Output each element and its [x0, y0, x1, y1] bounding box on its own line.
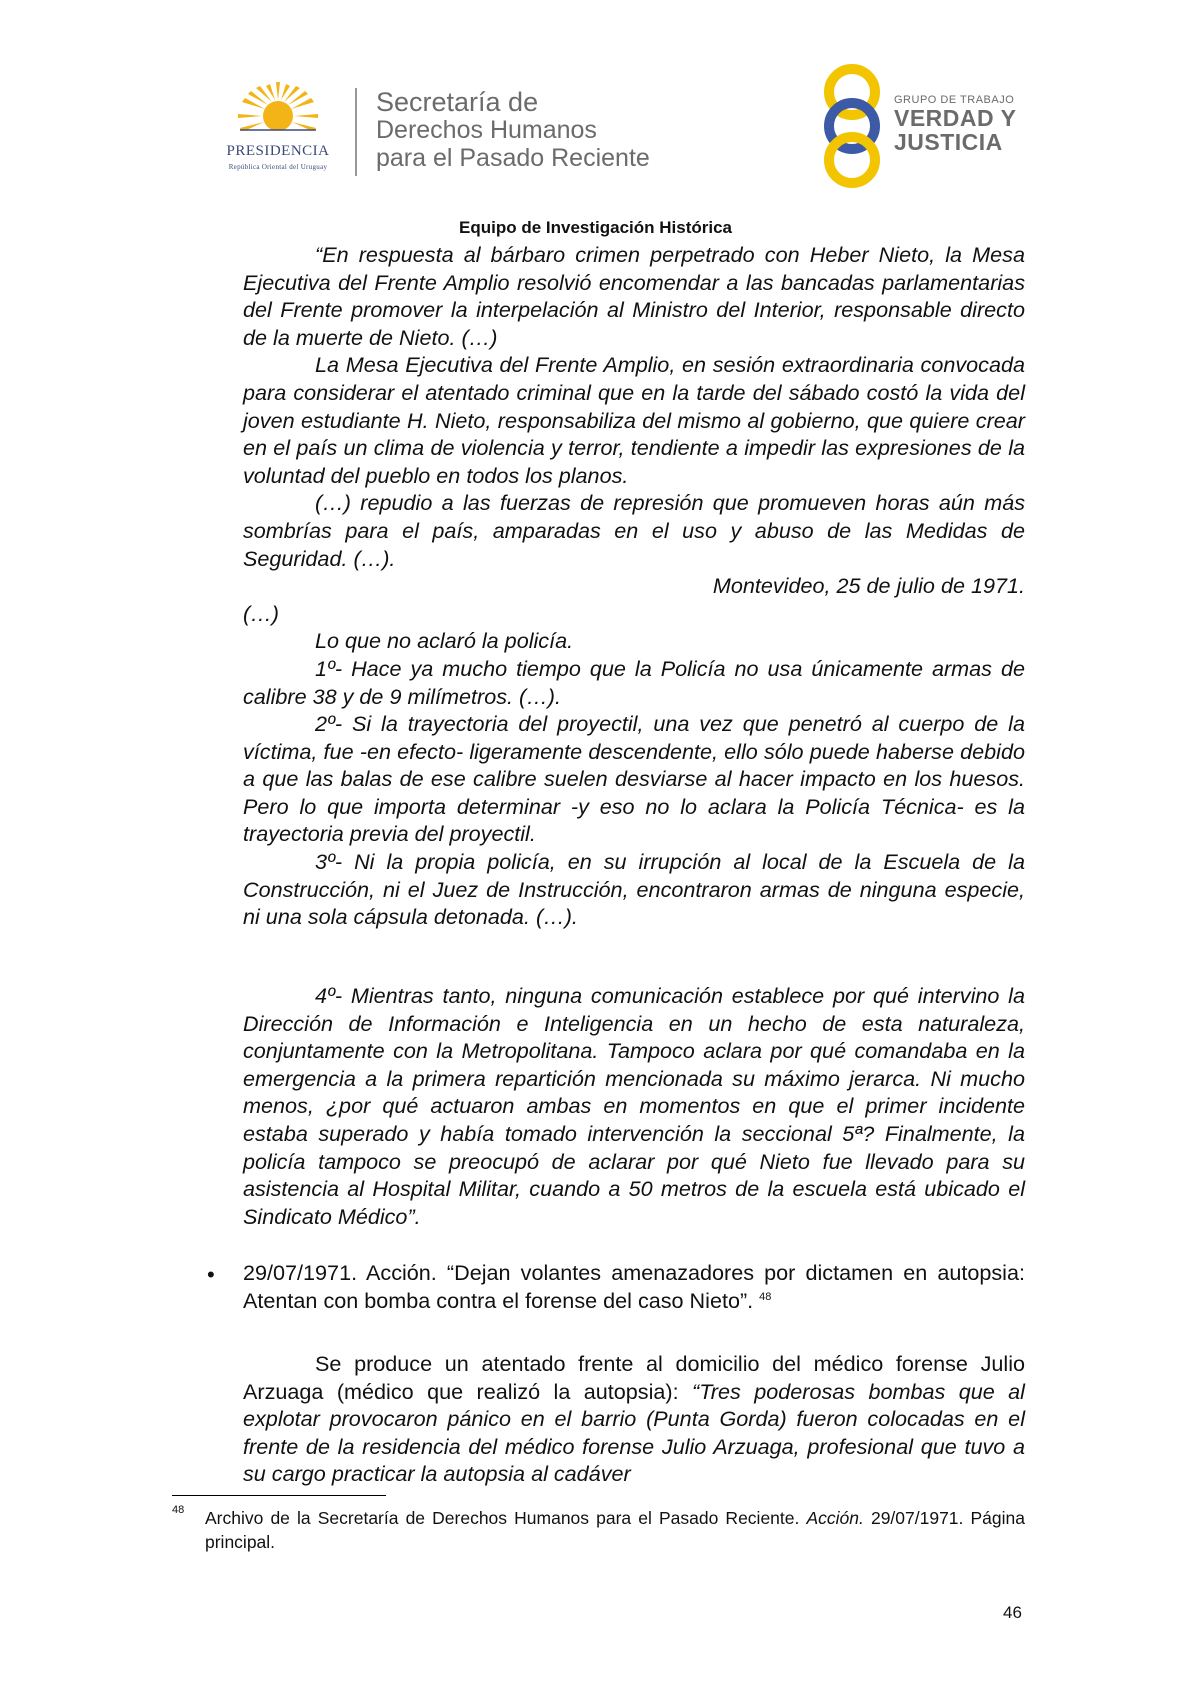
paragraph-plain: Se produce un atentado frente al domicilio del médico forense Julio Arzuaga (médico que realizó la autopsia):	[243, 1351, 1025, 1404]
quote-paragraph-7: 3º- Ni la propia policía, en su irrupción al local de la Escuela de la Construcción, ni el Juez de Instrucción, encontraron armas de ninguna especie, ni una sola cápsula detonada. (…).	[243, 849, 1025, 930]
quote-signoff: Montevideo, 25 de julio de 1971.	[712, 573, 1025, 599]
quote-paragraph-6: 2º- Si la trayectoria del proyectil, una vez que penetró al cuerpo de la víctima, fue -en efecto- ligeramente descendente, ello sólo puede haberse debido a que las balas de ese calibre suelen desviarse al hacer impacto en los huesos. Pero lo que importa determinar -y eso no lo aclara la Policía Técnica- es la trayectoria previa del proyectil.	[243, 711, 1025, 847]
bullet-symbol: •	[207, 1262, 215, 1287]
page-number: 46	[1003, 1603, 1022, 1622]
presidencia-logo	[198, 78, 358, 178]
body-paragraph	[243, 1350, 1025, 1488]
linked-rings-icon	[812, 62, 892, 190]
grupo-line-2: VERDAD Y	[894, 105, 1017, 131]
quote-block-2	[243, 982, 1025, 1230]
quote-paragraph-3: (…) repudio a las fuerzas de represión que promueven horas aún más sombrías para el país, amparadas en el uso y abuso de las Medidas de Seguridad. (…).	[243, 490, 1025, 571]
bullet-text: 29/07/1971. Acción. “Dejan volantes amenazadores por dictamen en autopsia: Atentan con bomba contra el forense del caso Nieto”.	[243, 1260, 1025, 1313]
grupo-line-1: GRUPO DE TRABAJO	[894, 94, 1015, 106]
grupo-line-3: JUSTICIA	[894, 129, 1003, 155]
footnote-text	[205, 1506, 1025, 1554]
quote-paragraph-5: 1º- Hace ya mucho tiempo que la Policía no usa únicamente armas de calibre 38 y de 9 milímetros. (…).	[243, 655, 1025, 709]
presidencia-name: PRESIDENCIA	[226, 143, 330, 159]
sun-icon	[236, 78, 320, 142]
grupo-text	[894, 94, 1016, 154]
quote-paragraph-2: La Mesa Ejecutiva del Frente Amplio, en sesión extraordinaria convocada para considerar el atentado criminal que en la tarde del sábado costó la vida del joven estudiante H. Nieto, responsabiliza del mismo al gobierno, que quiere crear en el país un clima de violencia y terror, tendiente a impedir las expresiones de la voluntad del pueblo en todos los planos.	[243, 352, 1025, 488]
footnote-text-before: Archivo de la Secretaría de Derechos Humanos para el Pasado Reciente.	[205, 1508, 807, 1528]
quote-paragraph-1: “En respuesta al bárbaro crimen perpetrado con Heber Nieto, la Mesa Ejecutiva del Frente Amplio resolvió encomendar a las bancadas parlamentarias del Frente promover la interpelación al Ministro del Interior, responsable directo de la muerte de Nieto. (…)	[243, 242, 1025, 350]
secretaria-line-3: para el Pasado Reciente	[376, 144, 650, 172]
grupo-verdad-justicia-logo	[812, 62, 1022, 190]
footnote-rule	[172, 1495, 386, 1496]
footnote-text-after: 29/07/1971. Página principal.	[205, 1508, 1025, 1552]
secretaria-line-2: Derechos Humanos	[376, 116, 597, 144]
quote-paragraph-8: 4º- Mientras tanto, ninguna comunicación establece por qué intervino la Dirección de Información e Inteligencia en un hecho de esta naturaleza, conjuntamente con la Metropolitana. Tampoco aclara por qué comandaba en la emergencia a la primera repartición mencionada su máximo jerarca. Ni mucho menos, ¿por qué actuaron ambas en momentos en que el primer incidente estaba superado y había tomado intervención la seccional 5ª? Finalmente, la policía tampoco se preocupó de aclarar por qué Nieto fue llevado para su asistencia al Hospital Militar, cuando a 50 metros de la escuela está ubicado el Sindicato Médico”.	[243, 983, 1025, 1229]
logo-divider	[355, 88, 357, 176]
secretaria-line-1: Secretaría de	[376, 87, 539, 117]
footnote-number: 48	[172, 1504, 185, 1516]
footnote-ref[interactable]: 48	[759, 1290, 772, 1303]
team-title: Equipo de Investigación Histórica	[459, 218, 732, 237]
presidencia-subtitle: República Oriental del Uruguay	[228, 163, 328, 171]
secretaria-logo	[376, 88, 650, 172]
quote-ellipsis: (…)	[243, 600, 279, 626]
paragraph-quote: “Tres poderosas bombas que al explotar provocaron pánico en el barrio (Punta Gorda) fueron colocadas en el frente de la residencia del médico forense Julio Arzuaga, profesional que tuvo a su cargo practicar la autopsia al cadáver	[243, 1378, 1025, 1487]
quote-paragraph-4: Lo que no aclaró la policía.	[315, 628, 574, 654]
quote-block	[243, 241, 1025, 931]
footnote-source: Acción.	[806, 1508, 864, 1528]
bullet-item	[243, 1259, 1025, 1314]
